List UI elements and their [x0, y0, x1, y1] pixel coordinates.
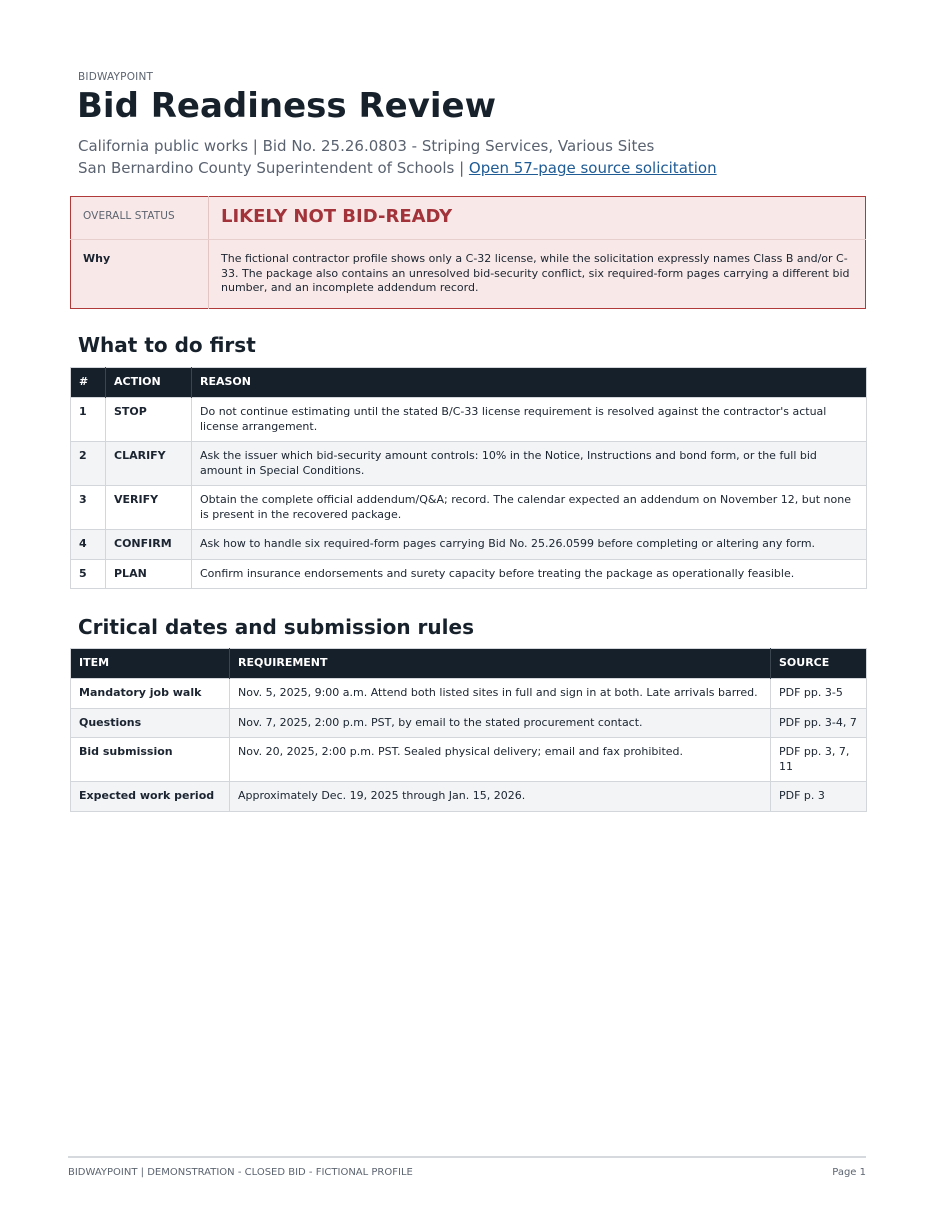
why-text: The fictional contractor profile shows only a C-32 license, while the solicitation expressly names Class B and/or C-33. The package also contains an unresolved bid-security conflict, six required-form pages carrying a different bid number, and an incomplete addendum record.: [221, 252, 850, 294]
dates-col-item: ITEM: [71, 649, 230, 679]
date-source: PDF pp. 3, 7, 11: [771, 738, 867, 782]
dates-table: [70, 648, 867, 812]
date-requirement: Nov. 20, 2025, 2:00 p.m. PST. Sealed physical delivery; email and fax prohibited.: [230, 738, 771, 782]
date-source: PDF pp. 3-4, 7: [771, 708, 867, 738]
action-number: 1: [71, 398, 106, 442]
actions-col-reason: REASON: [192, 368, 867, 398]
date-item: Bid submission: [71, 738, 230, 782]
page-title: Bid Readiness Review: [77, 86, 497, 126]
date-item: Mandatory job walk: [71, 679, 230, 709]
actions-table: [70, 367, 867, 589]
action-verb: STOP: [106, 398, 192, 442]
table-row: [71, 679, 867, 709]
action-verb: PLAN: [106, 559, 192, 589]
date-item: Questions: [71, 708, 230, 738]
action-reason: Confirm insurance endorsements and surety capacity before treating the package as operationally feasible.: [192, 559, 867, 589]
dates-col-requirement: REQUIREMENT: [230, 649, 771, 679]
action-number: 2: [71, 442, 106, 486]
date-source: PDF p. 3: [771, 782, 867, 812]
overall-status-value-cell: [209, 197, 866, 240]
table-row: [71, 398, 867, 442]
date-requirement: Approximately Dec. 19, 2025 through Jan. 15, 2026.: [230, 782, 771, 812]
action-reason: Do not continue estimating until the stated B/C-33 license requirement is resolved against the contractor's actual license arrangement.: [192, 398, 867, 442]
subtitle-line-issuer: [78, 157, 717, 179]
dates-header-row: [71, 649, 867, 679]
brand-label: BIDWAYPOINT: [78, 71, 154, 83]
date-item: Expected work period: [71, 782, 230, 812]
overall-status-label-cell: [71, 197, 209, 240]
table-row: [71, 782, 867, 812]
dates-heading: Critical dates and submission rules: [78, 615, 474, 639]
footer-text: BIDWAYPOINT | DEMONSTRATION - CLOSED BID - FICTIONAL PROFILE: [68, 1167, 413, 1178]
why-label: Why: [83, 252, 111, 265]
date-requirement: Nov. 7, 2025, 2:00 p.m. PST, by email to the stated procurement contact.: [230, 708, 771, 738]
action-reason: Ask how to handle six required-form pages carrying Bid No. 25.26.0599 before completing or altering any form.: [192, 530, 867, 560]
overall-status-row: [71, 197, 866, 240]
overall-status-box: [70, 196, 866, 309]
table-row: [71, 530, 867, 560]
actions-heading: What to do first: [78, 333, 256, 357]
table-row: [71, 442, 867, 486]
overall-status-value: LIKELY NOT BID-READY: [221, 206, 453, 227]
action-verb: CONFIRM: [106, 530, 192, 560]
action-number: 3: [71, 486, 106, 530]
subtitle: [78, 135, 717, 179]
table-row: [71, 486, 867, 530]
why-text-cell: [209, 240, 866, 309]
table-row: [71, 708, 867, 738]
source-solicitation-link[interactable]: Open 57-page source solicitation: [468, 159, 717, 177]
issuer-text: San Bernardino County Superintendent of Schools |: [78, 159, 469, 177]
subtitle-line-bid: California public works | Bid No. 25.26.0803 - Striping Services, Various Sites: [78, 137, 655, 155]
action-reason: Obtain the complete official addendum/Q&A; record. The calendar expected an addendum on November 12, but none is present in the recovered package.: [192, 486, 867, 530]
table-row: [71, 738, 867, 782]
action-number: 5: [71, 559, 106, 589]
dates-col-source: SOURCE: [771, 649, 867, 679]
action-verb: CLARIFY: [106, 442, 192, 486]
actions-header-row: [71, 368, 867, 398]
footer-divider: [68, 1156, 866, 1158]
page-number: Page 1: [832, 1167, 866, 1178]
overall-status-label: OVERALL STATUS: [83, 210, 175, 222]
why-label-cell: [71, 240, 209, 309]
action-verb: VERIFY: [106, 486, 192, 530]
date-requirement: Nov. 5, 2025, 9:00 a.m. Attend both listed sites in full and sign in at both. Late arrivals barred.: [230, 679, 771, 709]
actions-col-num: #: [71, 368, 106, 398]
actions-col-action: ACTION: [106, 368, 192, 398]
action-reason: Ask the issuer which bid-security amount controls: 10% in the Notice, Instructions and bond form, or the full bid amount in Special Conditions.: [192, 442, 867, 486]
action-number: 4: [71, 530, 106, 560]
why-row: [71, 240, 866, 309]
table-row: [71, 559, 867, 589]
date-source: PDF pp. 3-5: [771, 679, 867, 709]
